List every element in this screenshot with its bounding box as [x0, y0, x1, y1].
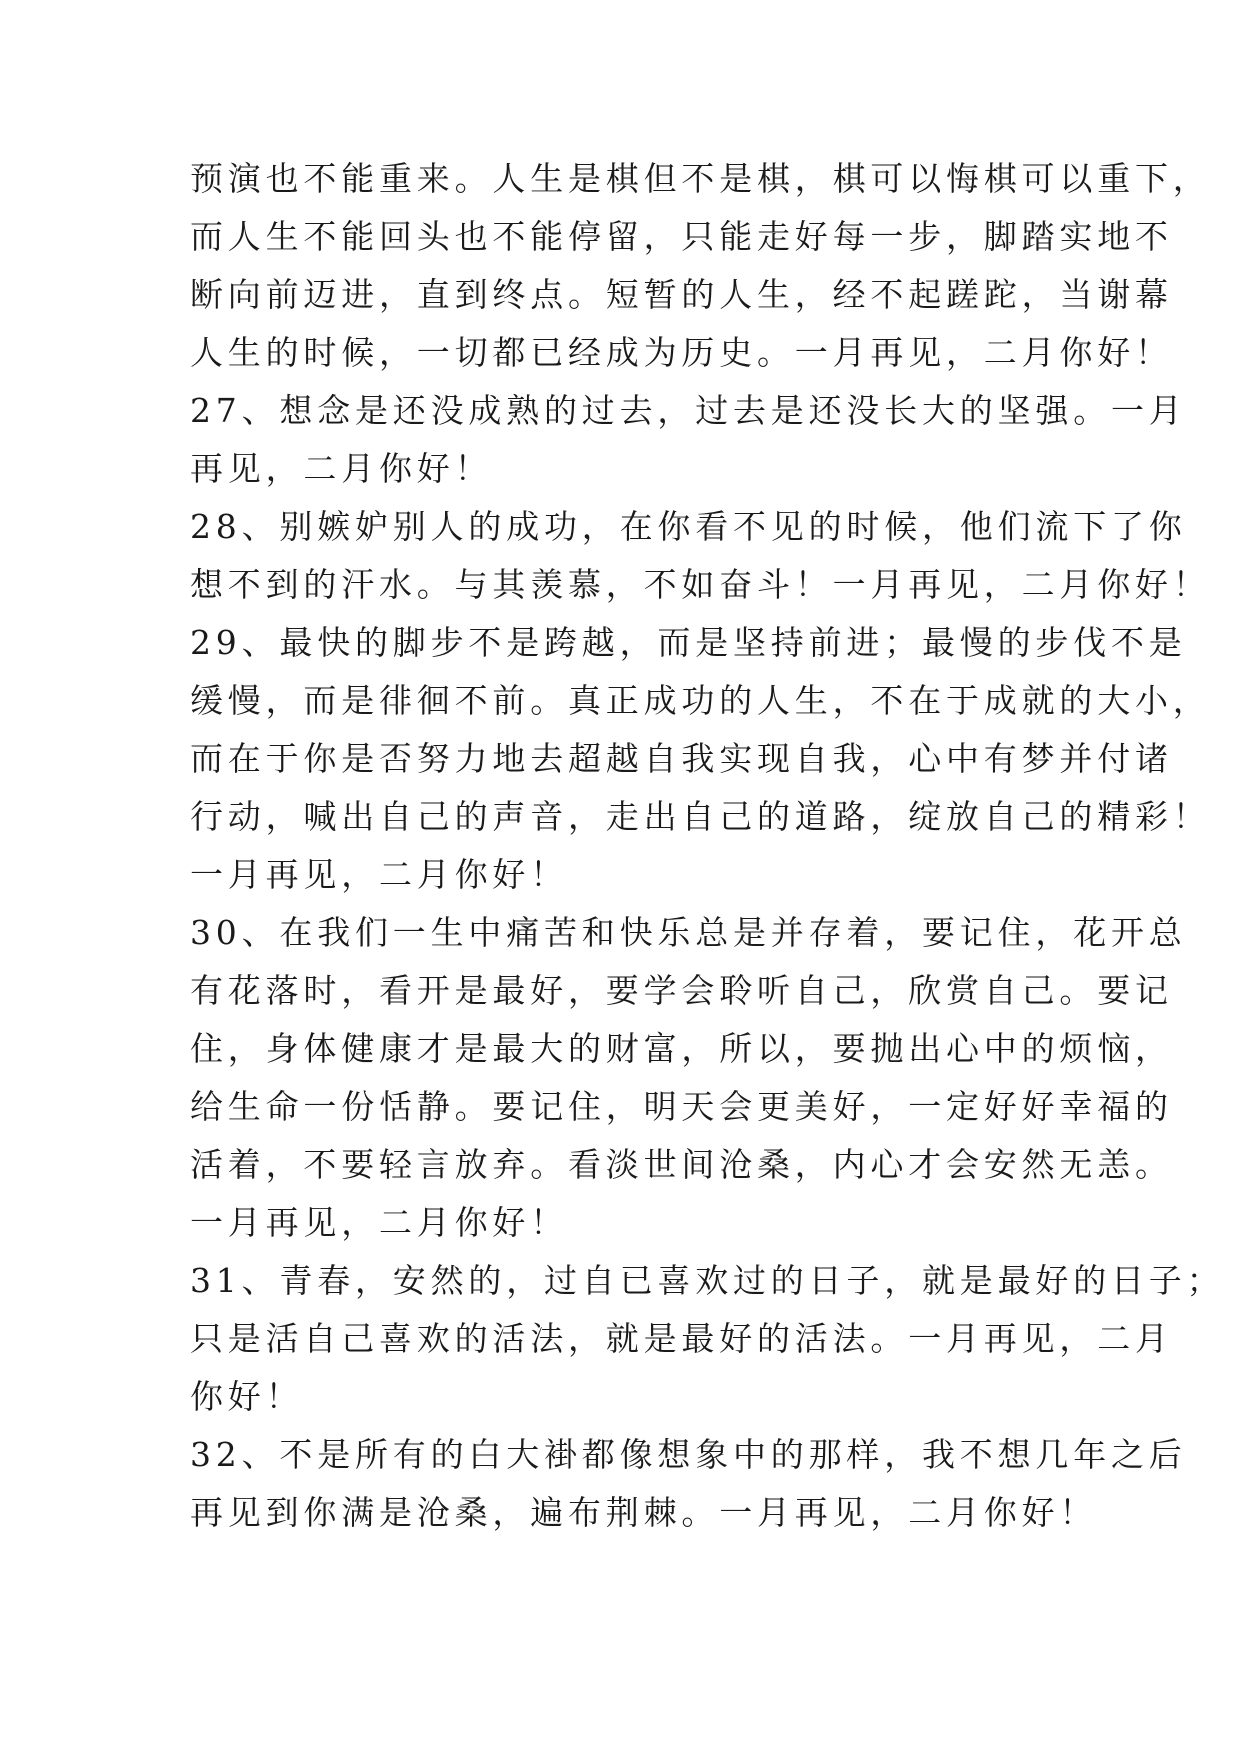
- text-line: 而人生不能回头也不能停留，只能走好每一步，脚踏实地不: [190, 217, 1173, 256]
- text-line: 你好！: [190, 1377, 304, 1416]
- text-line: 预演也不能重来。人生是棋但不是棋，棋可以悔棋可以重下，: [190, 159, 1211, 198]
- text-line: 再见到你满是沧桑，遍布荆棘。一月再见，二月你好！: [190, 1493, 1098, 1532]
- body-text: [190, 150, 1225, 1542]
- text-line: 27、想念是还没成熟的过去，过去是还没长大的坚强。一月: [190, 391, 1187, 430]
- text-line: 人生的时候，一切都已经成为历史。一月再见，二月你好！: [190, 333, 1173, 372]
- text-line: 有花落时，看开是最好，要学会聆听自己，欣赏自己。要记: [190, 971, 1173, 1010]
- text-line: 一月再见，二月你好！: [190, 855, 568, 894]
- text-line: 28、别嫉妒别人的成功，在你看不见的时候，他们流下了你: [190, 507, 1187, 546]
- text-line: 住，身体健康才是最大的财富，所以，要抛出心中的烦恼，: [190, 1029, 1173, 1068]
- text-line: 32、不是所有的白大褂都像想象中的那样，我不想几年之后: [190, 1435, 1187, 1474]
- text-line: 29、最快的脚步不是跨越，而是坚持前进；最慢的步伐不是: [190, 623, 1187, 662]
- text-line: 一月再见，二月你好！: [190, 1203, 568, 1242]
- text-line: 想不到的汗水。与其羡慕，不如奋斗！一月再见，二月你好！: [190, 565, 1211, 604]
- text-line: 缓慢，而是徘徊不前。真正成功的人生，不在于成就的大小，: [190, 681, 1211, 720]
- text-line: 而在于你是否努力地去超越自我实现自我，心中有梦并付诸: [190, 739, 1173, 778]
- text-line: 断向前迈进，直到终点。短暂的人生，经不起蹉跎，当谢幕: [190, 275, 1173, 314]
- text-line: 只是活自己喜欢的活法，就是最好的活法。一月再见，二月: [190, 1319, 1173, 1358]
- text-line: 行动，喊出自己的声音，走出自己的道路，绽放自己的精彩！: [190, 797, 1211, 836]
- text-line: 再见，二月你好！: [190, 449, 493, 488]
- text-line: 30、在我们一生中痛苦和快乐总是并存着，要记住，花开总: [190, 913, 1187, 952]
- text-line: 给生命一份恬静。要记住，明天会更美好，一定好好幸福的: [190, 1087, 1173, 1126]
- text-line: 活着，不要轻言放弃。看淡世间沧桑，内心才会安然无恙。: [190, 1145, 1173, 1184]
- text-line: 31、青春，安然的，过自已喜欢过的日子，就是最好的日子；: [190, 1261, 1225, 1300]
